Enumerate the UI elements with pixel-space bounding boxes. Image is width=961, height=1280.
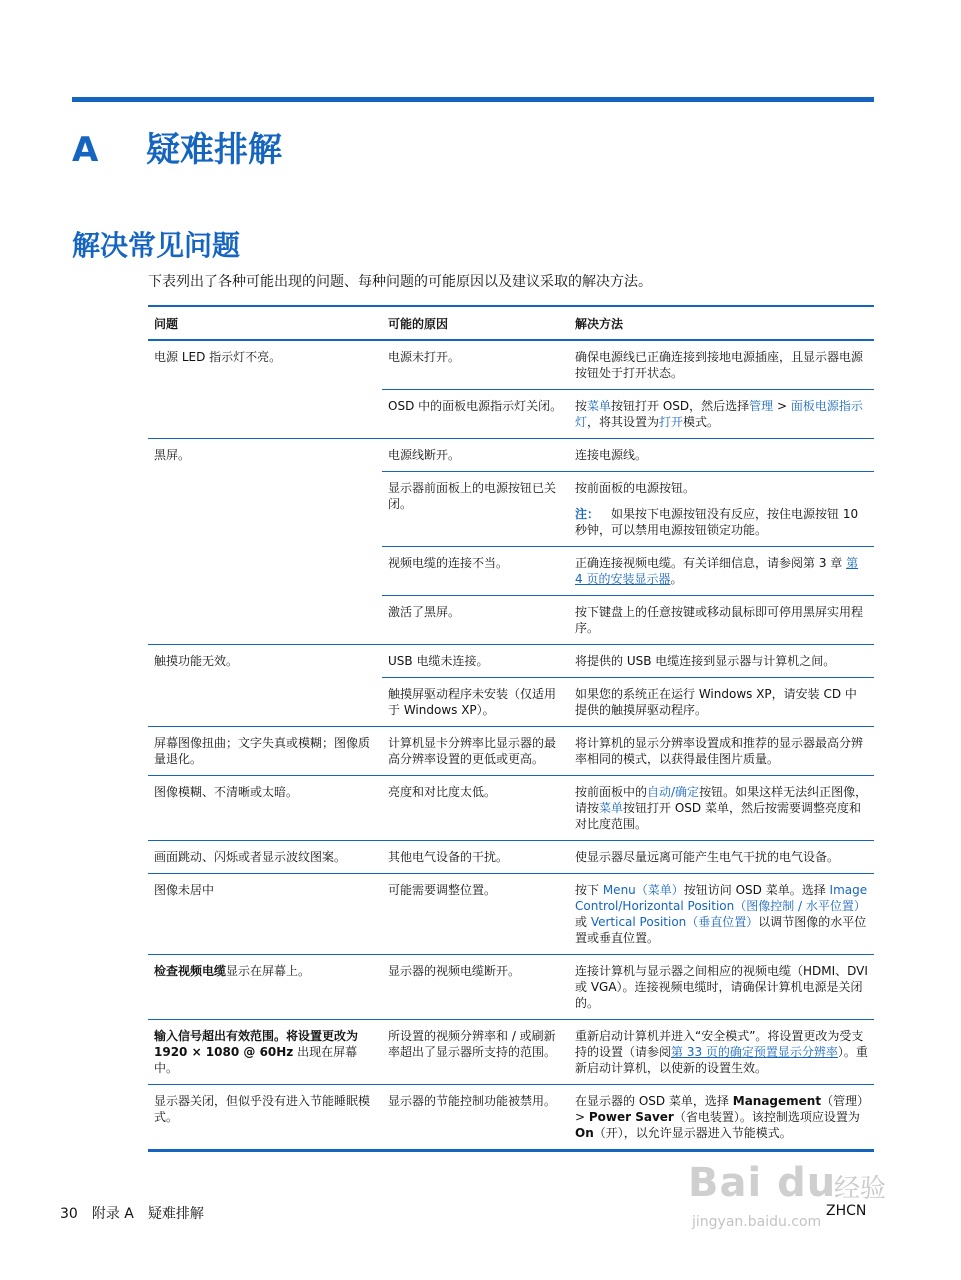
problem-cell: 屏幕图像扭曲；文字失真或模糊；图像质量退化。 bbox=[154, 736, 371, 766]
cause-cell: 计算机显卡分辨率比显示器的最高分辨率设置的更低或更高。 bbox=[388, 736, 557, 766]
table-header bbox=[148, 307, 874, 341]
table-row bbox=[148, 776, 874, 841]
chapter-letter: A bbox=[72, 130, 99, 170]
baidu-logo: Bai du bbox=[688, 1160, 837, 1206]
solution-cell: 连接电源线。 bbox=[575, 448, 648, 462]
cause-cell: USB 电缆未连接。 bbox=[388, 654, 489, 668]
cause-cell: 显示器前面板上的电源按钮已关闭。 bbox=[388, 481, 557, 511]
baidu-watermark bbox=[688, 1158, 903, 1258]
menu-link: 菜单 bbox=[599, 801, 624, 815]
solution-cell: 如果您的系统正在运行 Windows XP，请安装 CD 中提供的触摸屏驱动程序。 bbox=[575, 687, 857, 717]
page-number: 30 bbox=[60, 1206, 78, 1222]
problem-cell: 检查视频电缆显示在屏幕上。 bbox=[154, 964, 311, 978]
section-title: 解决常见问题 bbox=[72, 229, 241, 262]
vertical-position-link: Vertical Position（垂直位置） bbox=[590, 915, 759, 929]
problem-cell: 画面跳动、闪烁或者显示波纹图案。 bbox=[154, 850, 347, 864]
table-row bbox=[148, 645, 874, 727]
intro-text: 下表列出了各种可能出现的问题、每种问题的可能原因以及建议采取的解决方法。 bbox=[148, 274, 652, 290]
cause-cell: 所设置的视频分辨率和 / 或刷新率超出了显示器所支持的范围。 bbox=[388, 1029, 557, 1059]
problem-cell: 显示器关闭，但似乎没有进入节能睡眠模式。 bbox=[154, 1094, 371, 1124]
cause-cell: 电源线断开。 bbox=[388, 448, 461, 462]
install-monitor-link[interactable]: 第 4 页的安装显示器 bbox=[575, 556, 859, 586]
table-row bbox=[148, 1020, 874, 1085]
top-rule bbox=[72, 97, 874, 102]
solution-cell: 按前面板中的自动/确定按钮。如果这样无法纠正图像，请按菜单按钮打开 OSD 菜单，然后按需要调整亮度和对比度范围。 bbox=[575, 785, 868, 831]
solution-cell: 将计算机的显示分辨率设置成和推荐的显示器最高分辨率相同的模式，以获得最佳图片质量。 bbox=[575, 736, 864, 766]
chapter-heading bbox=[72, 122, 282, 171]
table-row bbox=[148, 727, 874, 776]
solution-cell: 按下 Menu（菜单）按钮访问 OSD 菜单。选择 Image Control/Horizontal Position（图像控制 / 水平位置）或 Vertical Position（垂直位置）以调节图像的水平位置或垂直位置。 bbox=[575, 883, 868, 945]
header-solution: 解决方法 bbox=[575, 316, 624, 331]
cause-cell: 显示器的节能控制功能被禁用。 bbox=[388, 1094, 557, 1108]
problem-cell: 电源 LED 指示灯不亮。 bbox=[154, 350, 282, 364]
on-link: 打开 bbox=[659, 415, 684, 429]
table-row bbox=[148, 955, 874, 1020]
solution-cell: 按前面板的电源按钮。 注： 如果按下电源按钮没有反应，按住电源按钮 10 秒钟，可以禁用电源按钮锁定功能。 bbox=[569, 472, 874, 546]
cause-cell: 电源未打开。 bbox=[388, 350, 461, 364]
cause-cell: 亮度和对比度太低。 bbox=[388, 785, 497, 799]
preset-resolution-link[interactable]: 第 33 页的确定预置显示分辨率 bbox=[671, 1045, 838, 1059]
table-row bbox=[148, 439, 874, 645]
solution-cell: 重新启动计算机并进入“安全模式”。将设置更改为受支持的设置（请参阅第 33 页的确定预置显示分辨率）。重新启动计算机，以使新的设置生效。 bbox=[575, 1029, 868, 1075]
problem-cell: 图像模糊、不清晰或太暗。 bbox=[154, 785, 299, 799]
problem-cell: 输入信号超出有效范围。将设置更改为 1920 × 1080 @ 60Hz 出现在屏幕中。 bbox=[154, 1029, 359, 1075]
header-cause: 可能的原因 bbox=[388, 316, 449, 331]
cause-cell: 可能需要调整位置。 bbox=[388, 883, 497, 897]
menu-link: 菜单 bbox=[587, 399, 612, 413]
footer-title: 疑难排解 bbox=[147, 1206, 204, 1222]
watermark-url: jingyan.baidu.com bbox=[692, 1214, 822, 1230]
note: 注： 如果按下电源按钮没有反应，按住电源按钮 10 秒钟，可以禁用电源按钮锁定功能。 bbox=[575, 507, 859, 537]
watermark-cn: 经验 bbox=[834, 1174, 887, 1204]
solution-cell: 使显示器尽量远离可能产生电气干扰的电气设备。 bbox=[575, 850, 840, 864]
horizontal-position-link: Image Control/Horizontal Position（图像控制 / 水平位置） bbox=[575, 883, 868, 913]
auto-ok-link: 自动/确定 bbox=[647, 785, 700, 799]
problem-cell: 黑屏。 bbox=[154, 448, 191, 462]
solution-cell: 确保电源线已正确连接到接地电源插座，且显示器电源按钮处于打开状态。 bbox=[575, 350, 864, 380]
menu-link: Menu（菜单） bbox=[602, 883, 684, 897]
table-row bbox=[148, 841, 874, 874]
manage-link: 管理 bbox=[749, 399, 774, 413]
footer-locale: ZHCN bbox=[826, 1203, 867, 1219]
table-row bbox=[148, 341, 874, 439]
panel-led-link: 面板电源指示灯 bbox=[575, 399, 863, 429]
table-row bbox=[148, 874, 874, 955]
table-row bbox=[148, 1085, 874, 1149]
header-problem: 问题 bbox=[154, 316, 179, 331]
problem-cell: 图像未居中 bbox=[154, 883, 215, 897]
cause-cell: 其他电气设备的干扰。 bbox=[388, 850, 509, 864]
problem-cell: 触摸功能无效。 bbox=[154, 654, 239, 668]
cause-cell: 视频电缆的连接不当。 bbox=[388, 556, 509, 570]
cause-cell: 激活了黑屏。 bbox=[388, 605, 461, 619]
cause-cell: 显示器的视频电缆断开。 bbox=[388, 964, 521, 978]
chapter-title: 疑难排解 bbox=[146, 130, 282, 170]
solution-cell: 将提供的 USB 电缆连接到显示器与计算机之间。 bbox=[575, 654, 836, 668]
footer-left bbox=[60, 1203, 218, 1223]
cause-cell: OSD 中的面板电源指示灯关闭。 bbox=[388, 399, 563, 413]
solution-cell: 连接计算机与显示器之间相应的视频电缆（HDMI、DVI 或 VGA）。连接视频电缆时，请确保计算机电源是关闭的。 bbox=[575, 964, 868, 1010]
cause-cell: 触摸屏驱动程序未安装（仅适用于 Windows XP）。 bbox=[388, 687, 557, 717]
solution-cell: 按菜单按钮打开 OSD，然后选择管理 > 面板电源指示灯，将其设置为打开模式。 bbox=[575, 399, 863, 429]
solution-cell: 在显示器的 OSD 菜单，选择 Management（管理）> Power Saver（省电装置）。该控制选项应设置为 On（开），以允许显示器进入节能模式。 bbox=[575, 1094, 864, 1140]
note-label: 注： bbox=[575, 507, 600, 521]
footer-section: 附录 A bbox=[91, 1206, 134, 1222]
solution-cell: 正确连接视频电缆。有关详细信息，请参阅第 3 章 第 4 页的安装显示器。 bbox=[575, 556, 859, 586]
troubleshooting-table bbox=[148, 305, 874, 1152]
solution-cell: 按下键盘上的任意按键或移动鼠标即可停用黑屏实用程序。 bbox=[575, 605, 864, 635]
